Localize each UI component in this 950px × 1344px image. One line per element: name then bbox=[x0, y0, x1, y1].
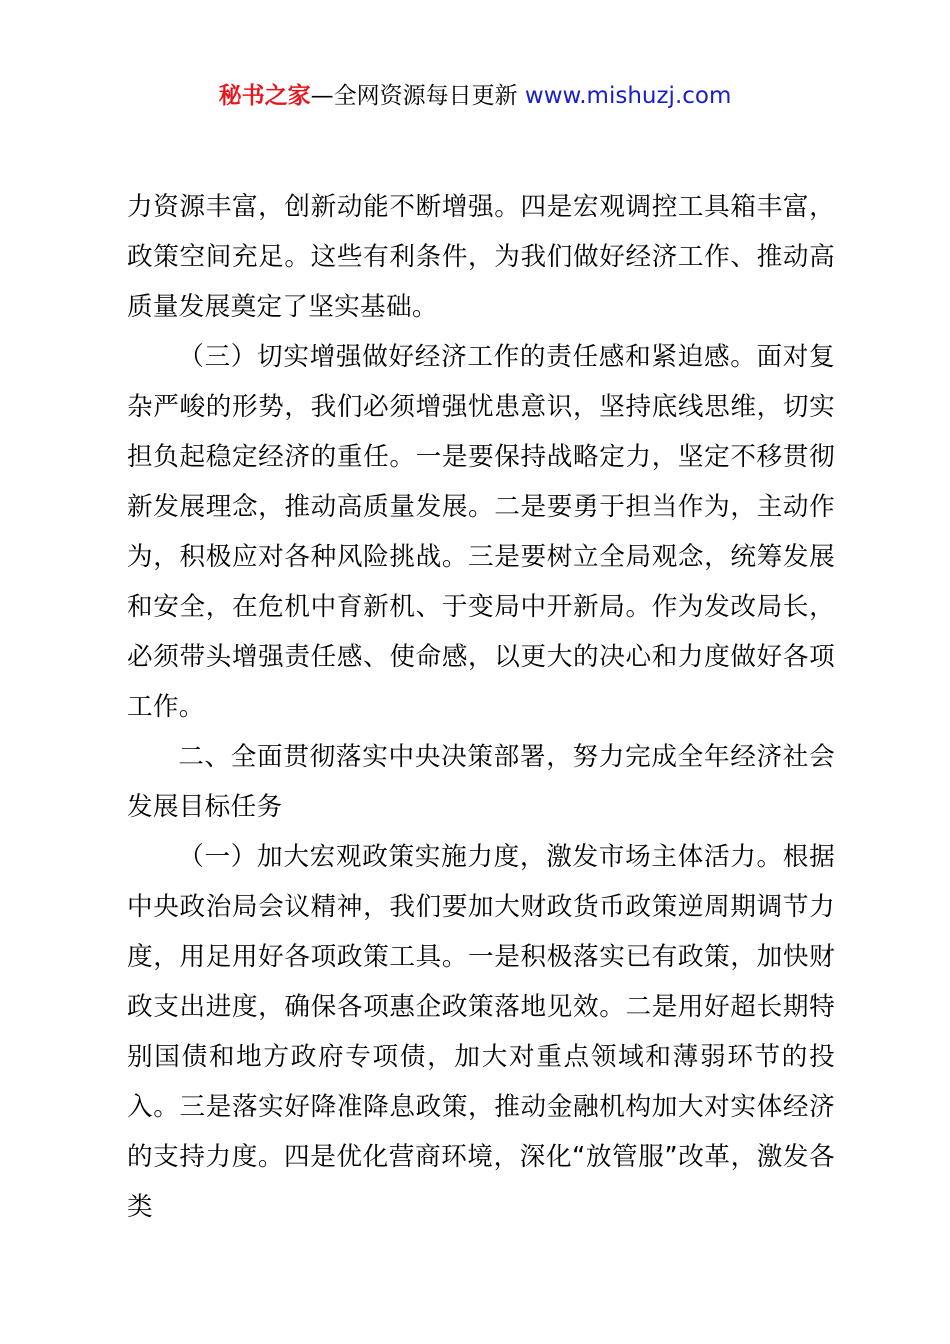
section-heading-2: 二、全面贯彻落实中央决策部署，努力完成全年经济社会发展目标任务 bbox=[127, 742, 835, 822]
paragraph-section-3: （三）切实增强做好经济工作的责任感和紧迫感。面对复杂严峻的形势，我们必须增强忧患意识，坚持底线思维，切实担负起稳定经济的重任。一是要保持战略定力，坚定不移贯彻新发展理念，推动高质量发展。二是要勇于担当作为，主动作为，积极应对各种风险挑战。三是要树立全局观念，统筹发展和安全，在危机中育新机、于变局中开新局。作为发改局长，必须带头增强责任感、使命感，以更大的决心和力度做好各项工作。 bbox=[127, 342, 835, 722]
header-tagline: —全网资源每日更新 bbox=[310, 83, 518, 109]
document-body bbox=[127, 182, 835, 1232]
header-site-link[interactable]: www.mishuzj.com bbox=[524, 83, 732, 109]
page-header bbox=[0, 80, 950, 112]
header-brand: 秘书之家 bbox=[218, 83, 311, 109]
paragraph-continuation: 力资源丰富，创新动能不断增强。四是宏观调控工具箱丰富，政策空间充足。这些有利条件，为我们做好经济工作、推动高质量发展奠定了坚实基础。 bbox=[127, 192, 835, 322]
paragraph-subsection-1: （一）加大宏观政策实施力度，激发市场主体活力。根据中央政治局会议精神，我们要加大财政货币政策逆周期调节力度，用足用好各项政策工具。一是积极落实已有政策，加快财政支出进度，确保各项惠企政策落地见效。二是用好超长期特别国债和地方政府专项债，加大对重点领域和薄弱环节的投入。三是落实好降准降息政策，推动金融机构加大对实体经济的支持力度。四是优化营商环境，深化“放管服”改革，激发各类 bbox=[127, 842, 835, 1222]
